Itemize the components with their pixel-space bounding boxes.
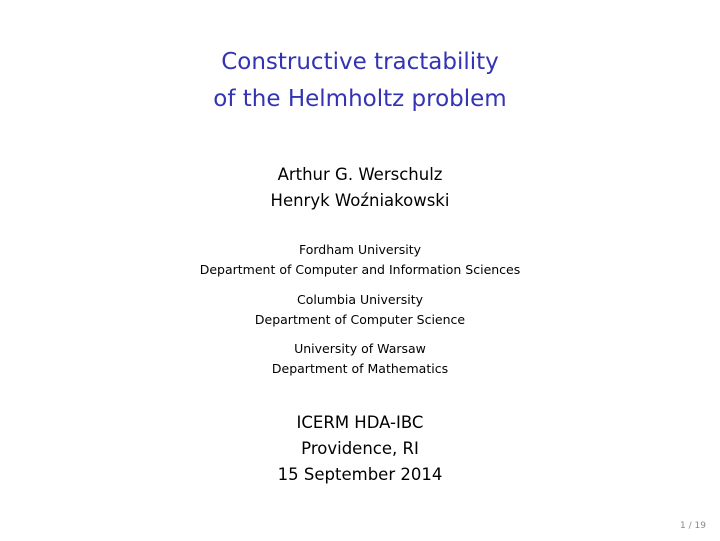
page-separator: / [685, 521, 695, 531]
event-info [0, 410, 720, 488]
affiliation-department: Department of Computer Science [254, 312, 466, 327]
event-location: Providence, RI [301, 439, 419, 458]
affiliation-department: Department of Mathematics [271, 361, 449, 376]
presentation-title [0, 44, 720, 118]
title-line-2: of the Helmholtz problem [213, 86, 507, 112]
title-line-1: Constructive tractability [221, 49, 499, 75]
affiliation-department: Department of Computer and Information Sciences [199, 262, 521, 277]
affiliation-fordham [0, 240, 720, 280]
author-name: Arthur G. Werschulz [277, 165, 443, 184]
affiliation-columbia [0, 290, 720, 330]
affiliation-warsaw [0, 339, 720, 379]
event-name: ICERM HDA-IBC [296, 413, 424, 432]
page-current: 1 [680, 521, 686, 531]
affiliation-institution: Columbia University [296, 292, 424, 307]
author-list [0, 162, 720, 214]
page-total: 19 [694, 521, 706, 531]
event-date: 15 September 2014 [277, 465, 443, 484]
affiliation-institution: University of Warsaw [294, 341, 426, 356]
author-name: Henryk Woźniakowski [270, 191, 450, 210]
affiliation-institution: Fordham University [298, 242, 422, 257]
page-number [680, 521, 706, 531]
